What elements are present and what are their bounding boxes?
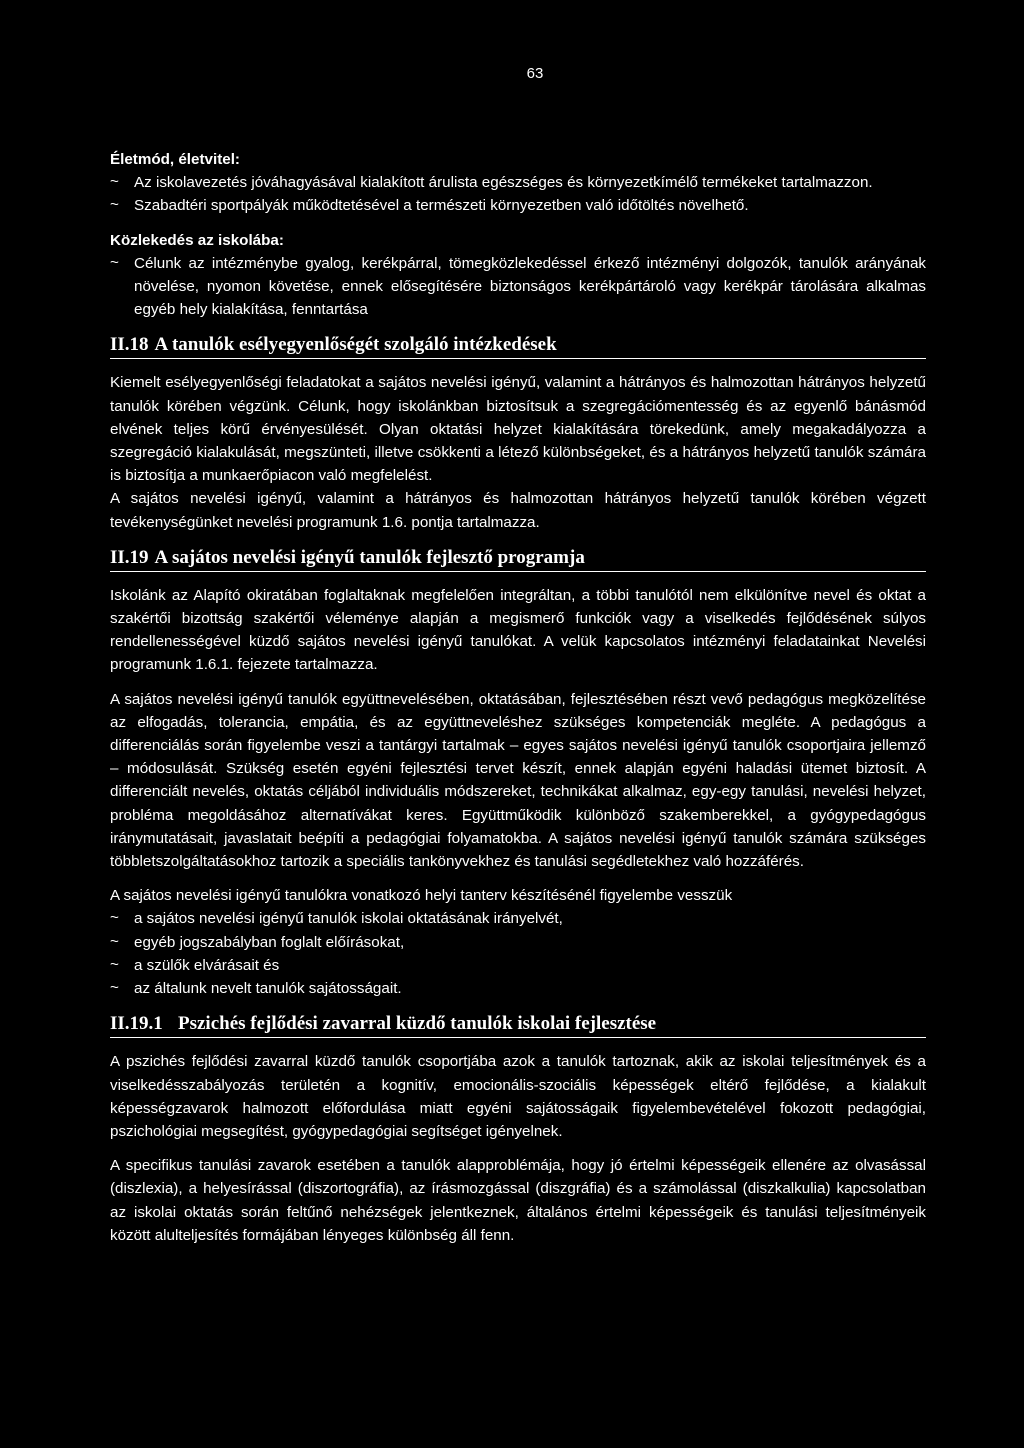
document-body <box>110 148 926 1247</box>
list-item: ~ Az iskolavezetés jóváhagyásával kialakított árulista egészséges és környezetkímélő termékeket tartalmazzon. <box>110 171 926 194</box>
section-heading-ii-19-1 <box>110 1012 926 1038</box>
section-heading-ii-19 <box>110 546 926 572</box>
section-title: A tanulók esélyegyenlőségét szolgáló intézkedések <box>154 334 557 356</box>
page-number: 63 <box>526 65 544 82</box>
eletmod-heading: Életmód, életvitel: <box>110 151 240 168</box>
paragraph: Iskolánk az Alapító okiratában foglaltaknak megfelelően integráltan, a többi tanulótól nem elkülönítve nevel és oktat a szakértői bizottság szakértői véleménye alapján a megismerő funkciók vagy a viselkedés fejlődésének súlyos rendellenességével küzdő sajátos nevelési igényű tanulókat. A velük kapcsolatos intézményi feladatainkat Nevelési programunk 1.6.1. fejezete tartalmazza. <box>110 586 926 674</box>
list-item: ~ az általunk nevelt tanulók sajátosságait. <box>110 977 926 1000</box>
section-heading-ii-18 <box>110 333 926 359</box>
list-item: ~ Célunk az intézménybe gyalog, kerékpárral, tömegközlekedéssel érkező intézményi dolgozók, tanulók arányának növelése, nyomon követése, ennek elősegítésére biztonságos kerékpártároló vagy kerékpár tárolására alkalmas egyéb hely kialakítása, fenntartása <box>110 252 926 322</box>
paragraph: A sajátos nevelési igényű tanulók együttnevelésében, oktatásában, fejlesztésében részt vevő pedagógus megközelítése az elfogadás, tolerancia, empátia, és az együttneveléshez szükséges kompetenciák megléte. A pedagógus a differenciálás során figyelembe veszi a tantárgyi tartalmak – egyes sajátos nevelési igényű tanulók csoportjaira jellemző – módosulását. Szükség esetén egyéni fejlesztési tervet készít, ennek alapján egyéni haladási ütemet biztosít. A differenciált nevelés, oktatás céljából individuális módszereket, technikákat alkalmaz, egy-egy tanulási, nevelési helyzet, probléma megoldásához alternatívákat keres. Együttműködik különböző szakemberekkel, a gyógypedagógus iránymutatásait, javaslatait beépíti a pedagógiai folyamatokba. A sajátos nevelési igényű tanulók számára szükséges többletszolgáltatásokhoz tartozik a speciális tankönyvekhez és tanulási segédletekhez való hozzáférés. <box>110 690 926 871</box>
section-title: A sajátos nevelési igényű tanulók fejlesztő programja <box>154 546 585 568</box>
paragraph: A sajátos nevelési igényű, valamint a hátrányos és halmozottan hátrányos helyzetű tanulók körében végzett tevékenységünket nevelési programunk 1.6. pontja tartalmazza. <box>110 490 926 531</box>
eletmod-list <box>110 171 926 217</box>
paragraph: A specifikus tanulási zavarok esetében a tanulók alapproblémája, hogy jó értelmi képességeik ellenére az olvasással (diszlexia), a helyesírással (diszortográfia), az írásmozgással (diszgráfia) és a számolással (diszkalkulia) kapcsolatban az iskolai oktatás során feltűnő nehézségek jelentkeznek, általános értelmi képességeik és tanulási teljesítményeik között alulteljesítés formájában lényeges különbség áll fenn. <box>110 1157 926 1244</box>
list-item: ~ a sajátos nevelési igényű tanulók iskolai oktatásának irányelvét, <box>110 907 926 930</box>
considerations-list <box>110 907 926 1000</box>
list-item: ~ egyéb jogszabályban foglalt előírásokat, <box>110 931 926 954</box>
kozlekedes-list <box>110 252 926 322</box>
section-number: II.19 <box>110 546 149 568</box>
list-item: ~ a szülők elvárásait és <box>110 954 926 977</box>
section-number: II.19.1 <box>110 1013 163 1035</box>
list-item: ~ Szabadtéri sportpályák működtetésével a természeti környezetben való időtöltés növelhető. <box>110 194 926 217</box>
section-title: Pszichés fejlődési zavarral küzdő tanulók iskolai fejlesztése <box>178 1013 657 1035</box>
paragraph: Kiemelt esélyegyenlőségi feladatokat a sajátos nevelési igényű, valamint a hátrányos és halmozottan hátrányos helyzetű tanulók körében végzünk. Célunk, hogy iskolánkban biztosítsuk a szegregációmentesség és az egyenlő bánásmód elvének teljes körű érvényesülését. Olyan oktatási helyzet kialakítására törekedünk, amely megakadályozza a szegregáció kialakulását, megszünteti, illetve csökkenti a létező különbségeket, és a hátrányos helyzetű tanulók számára is biztosítja a munkaerőpiacon való megfelelést. <box>110 374 926 485</box>
kozlekedes-heading: Közlekedés az iskolába: <box>110 231 284 249</box>
section-number: II.18 <box>110 334 149 356</box>
list-intro: A sajátos nevelési igényű tanulókra vonatkozó helyi tanterv készítésénél figyelembe vesszük <box>110 887 733 905</box>
paragraph: A pszichés fejlődési zavarral küzdő tanulók csoportjába azok a tanulók tartoznak, akik az iskolai teljesítmények és a viselkedésszabályozás területén a kognitív, emocionális-szociális képességek eltérő fejlődése, a kialakult képességzavarok halmozott előfordulása miatt egyéni sajátosságaik figyelembevételével fokozott pedagógiai, pszichológiai megsegítést, gyógypedagógiai segítséget igényelnek. <box>110 1053 926 1140</box>
